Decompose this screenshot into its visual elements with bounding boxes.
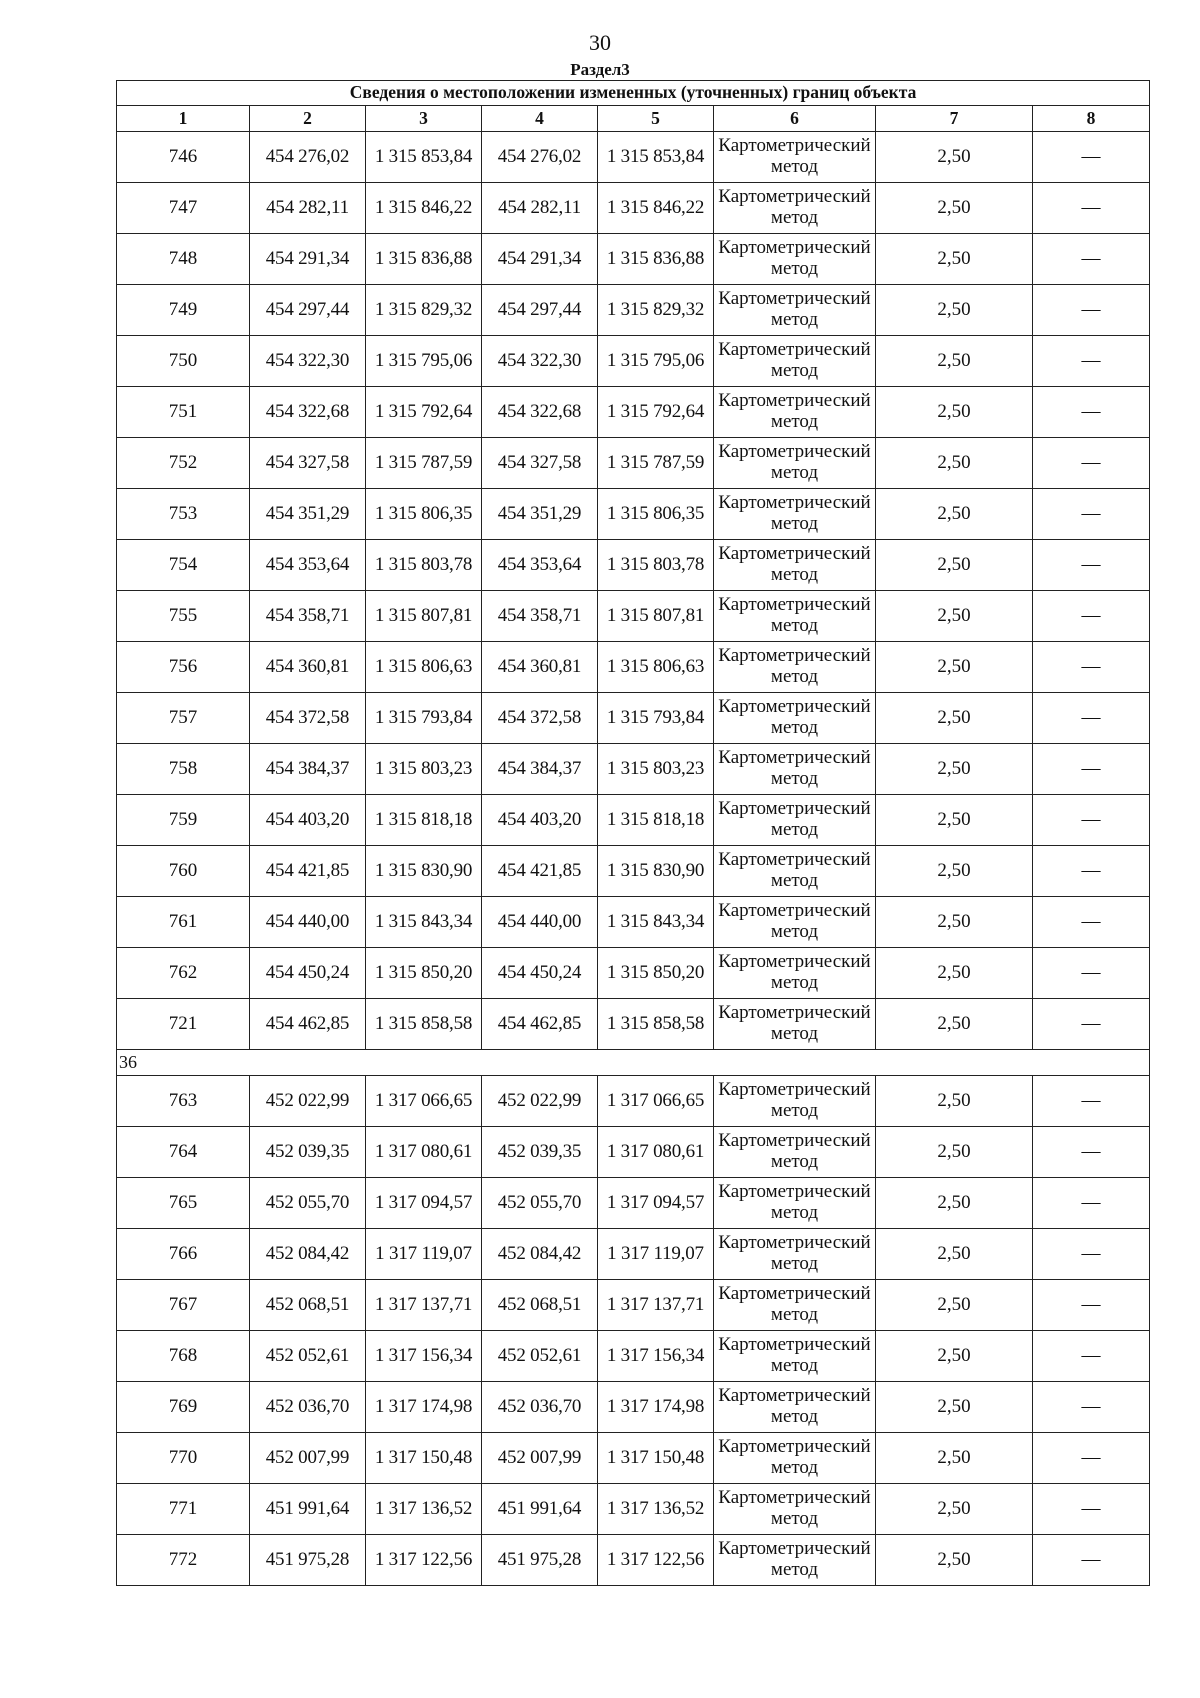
coordinate-cell: 454 358,71 xyxy=(482,591,598,642)
accuracy-cell: 2,50 xyxy=(876,1127,1033,1178)
method-cell: Картометрический метод xyxy=(714,744,876,795)
point-number-cell: 771 xyxy=(117,1484,250,1535)
coordinate-cell: 1 315 829,32 xyxy=(366,285,482,336)
coordinate-cell: 1 315 843,34 xyxy=(598,897,714,948)
coordinate-cell: 454 440,00 xyxy=(482,897,598,948)
method-cell: Картометрический метод xyxy=(714,1484,876,1535)
point-number-cell: 762 xyxy=(117,948,250,999)
coordinate-cell: 454 353,64 xyxy=(482,540,598,591)
coordinate-cell: 454 384,37 xyxy=(482,744,598,795)
page-number: 30 xyxy=(589,30,611,55)
coordinate-cell: 1 315 795,06 xyxy=(366,336,482,387)
point-number-cell: 747 xyxy=(117,183,250,234)
method-cell: Картометрический метод xyxy=(714,1076,876,1127)
description-cell: — xyxy=(1033,1535,1150,1586)
description-cell: — xyxy=(1033,1433,1150,1484)
description-cell: — xyxy=(1033,897,1150,948)
description-cell: — xyxy=(1033,642,1150,693)
method-cell: Картометрический метод xyxy=(714,795,876,846)
point-number-cell: 748 xyxy=(117,234,250,285)
group-label: 36 xyxy=(117,1050,1150,1076)
coordinate-cell: 1 315 853,84 xyxy=(598,132,714,183)
description-cell: — xyxy=(1033,744,1150,795)
table-row xyxy=(117,1382,1150,1433)
table-row xyxy=(117,540,1150,591)
point-number-cell: 763 xyxy=(117,1076,250,1127)
method-cell: Картометрический метод xyxy=(714,1178,876,1229)
coordinate-cell: 1 317 119,07 xyxy=(366,1229,482,1280)
coordinate-cell: 1 315 807,81 xyxy=(598,591,714,642)
column-number: 7 xyxy=(876,106,1033,132)
accuracy-cell: 2,50 xyxy=(876,999,1033,1050)
coordinate-cell: 454 360,81 xyxy=(482,642,598,693)
method-cell: Картометрический метод xyxy=(714,387,876,438)
description-cell: — xyxy=(1033,336,1150,387)
description-cell: — xyxy=(1033,999,1150,1050)
coordinate-cell: 452 084,42 xyxy=(250,1229,366,1280)
coordinate-cell: 1 315 787,59 xyxy=(598,438,714,489)
point-number-cell: 721 xyxy=(117,999,250,1050)
coordinate-cell: 1 315 818,18 xyxy=(598,795,714,846)
coordinate-cell: 1 317 066,65 xyxy=(366,1076,482,1127)
point-number-cell: 772 xyxy=(117,1535,250,1586)
coordinate-cell: 1 315 806,63 xyxy=(598,642,714,693)
coordinate-cell: 1 317 094,57 xyxy=(366,1178,482,1229)
coordinate-cell: 1 315 853,84 xyxy=(366,132,482,183)
coordinate-cell: 454 297,44 xyxy=(250,285,366,336)
method-cell: Картометрический метод xyxy=(714,540,876,591)
coordinate-cell: 1 317 150,48 xyxy=(598,1433,714,1484)
point-number-cell: 746 xyxy=(117,132,250,183)
coordinate-cell: 454 291,34 xyxy=(482,234,598,285)
method-cell: Картометрический метод xyxy=(714,183,876,234)
point-number-cell: 760 xyxy=(117,846,250,897)
method-cell: Картометрический метод xyxy=(714,693,876,744)
coordinate-cell: 454 372,58 xyxy=(250,693,366,744)
coordinate-cell: 452 039,35 xyxy=(482,1127,598,1178)
coordinate-cell: 454 327,58 xyxy=(482,438,598,489)
description-cell: — xyxy=(1033,693,1150,744)
accuracy-cell: 2,50 xyxy=(876,540,1033,591)
table-row xyxy=(117,183,1150,234)
description-cell: — xyxy=(1033,1280,1150,1331)
coordinate-cell: 1 317 137,71 xyxy=(366,1280,482,1331)
coordinate-cell: 1 315 807,81 xyxy=(366,591,482,642)
point-number-cell: 754 xyxy=(117,540,250,591)
coordinate-cell: 1 317 119,07 xyxy=(598,1229,714,1280)
accuracy-cell: 2,50 xyxy=(876,1433,1033,1484)
column-number: 2 xyxy=(250,106,366,132)
coordinate-cell: 1 315 846,22 xyxy=(598,183,714,234)
accuracy-cell: 2,50 xyxy=(876,744,1033,795)
column-number: 6 xyxy=(714,106,876,132)
accuracy-cell: 2,50 xyxy=(876,1229,1033,1280)
coordinate-cell: 1 315 858,58 xyxy=(366,999,482,1050)
coordinate-cell: 1 317 156,34 xyxy=(366,1331,482,1382)
point-number-cell: 758 xyxy=(117,744,250,795)
coordinate-cell: 1 315 850,20 xyxy=(366,948,482,999)
point-number-cell: 769 xyxy=(117,1382,250,1433)
column-number: 5 xyxy=(598,106,714,132)
coordinate-cell: 1 317 122,56 xyxy=(598,1535,714,1586)
coordinate-cell: 452 084,42 xyxy=(482,1229,598,1280)
coordinate-cell: 454 351,29 xyxy=(250,489,366,540)
coordinate-cell: 452 068,51 xyxy=(250,1280,366,1331)
coordinate-cell: 1 315 806,35 xyxy=(366,489,482,540)
accuracy-cell: 2,50 xyxy=(876,489,1033,540)
description-cell: — xyxy=(1033,489,1150,540)
coordinate-cell: 1 315 850,20 xyxy=(598,948,714,999)
coordinate-cell: 1 315 806,35 xyxy=(598,489,714,540)
point-number-cell: 761 xyxy=(117,897,250,948)
coordinate-cell: 454 276,02 xyxy=(250,132,366,183)
description-cell: — xyxy=(1033,591,1150,642)
table-row xyxy=(117,897,1150,948)
coordinate-cell: 454 322,30 xyxy=(482,336,598,387)
accuracy-cell: 2,50 xyxy=(876,693,1033,744)
point-number-cell: 752 xyxy=(117,438,250,489)
point-number-cell: 767 xyxy=(117,1280,250,1331)
coordinate-cell: 452 022,99 xyxy=(482,1076,598,1127)
table-row xyxy=(117,1535,1150,1586)
description-cell: — xyxy=(1033,1331,1150,1382)
method-cell: Картометрический метод xyxy=(714,1433,876,1484)
coordinate-cell: 454 322,68 xyxy=(250,387,366,438)
coordinate-cell: 1 315 787,59 xyxy=(366,438,482,489)
table-caption: Сведения о местоположении измененных (уточненных) границ объекта xyxy=(117,81,1150,106)
coordinate-cell: 1 315 846,22 xyxy=(366,183,482,234)
coordinate-cell: 1 317 136,52 xyxy=(598,1484,714,1535)
method-cell: Картометрический метод xyxy=(714,1331,876,1382)
coordinate-cell: 452 055,70 xyxy=(250,1178,366,1229)
coordinate-cell: 452 022,99 xyxy=(250,1076,366,1127)
table-row xyxy=(117,387,1150,438)
accuracy-cell: 2,50 xyxy=(876,948,1033,999)
table-row xyxy=(117,336,1150,387)
accuracy-cell: 2,50 xyxy=(876,1535,1033,1586)
coordinate-cell: 454 291,34 xyxy=(250,234,366,285)
table-body xyxy=(117,81,1150,1586)
coordinate-cell: 454 322,68 xyxy=(482,387,598,438)
point-number-cell: 753 xyxy=(117,489,250,540)
coordinate-cell: 454 282,11 xyxy=(250,183,366,234)
accuracy-cell: 2,50 xyxy=(876,132,1033,183)
coordinate-cell: 1 315 792,64 xyxy=(598,387,714,438)
coordinate-cell: 1 317 122,56 xyxy=(366,1535,482,1586)
group-label-row xyxy=(117,1050,1150,1076)
coordinate-cell: 1 317 080,61 xyxy=(598,1127,714,1178)
method-cell: Картометрический метод xyxy=(714,1280,876,1331)
method-cell: Картометрический метод xyxy=(714,1535,876,1586)
coordinate-cell: 452 052,61 xyxy=(250,1331,366,1382)
accuracy-cell: 2,50 xyxy=(876,1382,1033,1433)
table-row xyxy=(117,132,1150,183)
description-cell: — xyxy=(1033,540,1150,591)
accuracy-cell: 2,50 xyxy=(876,1331,1033,1382)
method-cell: Картометрический метод xyxy=(714,1229,876,1280)
coordinate-cell: 454 462,85 xyxy=(482,999,598,1050)
coordinate-cell: 1 315 803,23 xyxy=(366,744,482,795)
coordinate-cell: 451 991,64 xyxy=(250,1484,366,1535)
table-row xyxy=(117,999,1150,1050)
column-number-row xyxy=(117,106,1150,132)
accuracy-cell: 2,50 xyxy=(876,285,1033,336)
coordinate-cell: 1 317 156,34 xyxy=(598,1331,714,1382)
method-cell: Картометрический метод xyxy=(714,336,876,387)
description-cell: — xyxy=(1033,183,1150,234)
coordinate-cell: 1 315 803,23 xyxy=(598,744,714,795)
coordinate-cell: 452 007,99 xyxy=(482,1433,598,1484)
accuracy-cell: 2,50 xyxy=(876,897,1033,948)
coordinate-cell: 1 315 829,32 xyxy=(598,285,714,336)
coordinate-cell: 1 315 843,34 xyxy=(366,897,482,948)
table-row xyxy=(117,1076,1150,1127)
coordinate-cell: 454 360,81 xyxy=(250,642,366,693)
description-cell: — xyxy=(1033,438,1150,489)
point-number-cell: 750 xyxy=(117,336,250,387)
table-row xyxy=(117,1331,1150,1382)
coordinate-cell: 454 322,30 xyxy=(250,336,366,387)
coordinate-cell: 454 327,58 xyxy=(250,438,366,489)
table-row xyxy=(117,948,1150,999)
point-number-cell: 755 xyxy=(117,591,250,642)
description-cell: — xyxy=(1033,1076,1150,1127)
coordinate-cell: 451 975,28 xyxy=(250,1535,366,1586)
accuracy-cell: 2,50 xyxy=(876,336,1033,387)
table-row xyxy=(117,693,1150,744)
description-cell: — xyxy=(1033,846,1150,897)
boundary-coordinates-table xyxy=(116,80,1150,1586)
coordinate-cell: 1 317 174,98 xyxy=(598,1382,714,1433)
point-number-cell: 751 xyxy=(117,387,250,438)
point-number-cell: 749 xyxy=(117,285,250,336)
method-cell: Картометрический метод xyxy=(714,234,876,285)
coordinate-cell: 1 315 793,84 xyxy=(598,693,714,744)
accuracy-cell: 2,50 xyxy=(876,387,1033,438)
coordinate-cell: 1 315 858,58 xyxy=(598,999,714,1050)
coordinate-cell: 1 315 836,88 xyxy=(366,234,482,285)
coordinate-cell: 454 372,58 xyxy=(482,693,598,744)
point-number-cell: 764 xyxy=(117,1127,250,1178)
coordinate-cell: 454 351,29 xyxy=(482,489,598,540)
table-row xyxy=(117,642,1150,693)
table-row xyxy=(117,489,1150,540)
accuracy-cell: 2,50 xyxy=(876,438,1033,489)
point-number-cell: 766 xyxy=(117,1229,250,1280)
coordinate-cell: 1 315 836,88 xyxy=(598,234,714,285)
coordinate-cell: 454 450,24 xyxy=(482,948,598,999)
method-cell: Картометрический метод xyxy=(714,999,876,1050)
coordinate-cell: 1 315 830,90 xyxy=(366,846,482,897)
table-caption-row xyxy=(117,81,1150,106)
coordinate-cell: 452 055,70 xyxy=(482,1178,598,1229)
description-cell: — xyxy=(1033,285,1150,336)
table-row xyxy=(117,438,1150,489)
coordinate-cell: 451 975,28 xyxy=(482,1535,598,1586)
table-row xyxy=(117,1178,1150,1229)
coordinate-cell: 1 317 150,48 xyxy=(366,1433,482,1484)
description-cell: — xyxy=(1033,132,1150,183)
description-cell: — xyxy=(1033,795,1150,846)
point-number-cell: 756 xyxy=(117,642,250,693)
description-cell: — xyxy=(1033,234,1150,285)
accuracy-cell: 2,50 xyxy=(876,846,1033,897)
method-cell: Картометрический метод xyxy=(714,285,876,336)
accuracy-cell: 2,50 xyxy=(876,1076,1033,1127)
section-title: Раздел3 xyxy=(570,60,630,79)
accuracy-cell: 2,50 xyxy=(876,234,1033,285)
method-cell: Картометрический метод xyxy=(714,1382,876,1433)
coordinate-cell: 1 317 080,61 xyxy=(366,1127,482,1178)
column-number: 4 xyxy=(482,106,598,132)
table-row xyxy=(117,1127,1150,1178)
coordinate-cell: 452 036,70 xyxy=(482,1382,598,1433)
coordinate-cell: 454 421,85 xyxy=(250,846,366,897)
coordinate-cell: 1 315 795,06 xyxy=(598,336,714,387)
table-row xyxy=(117,1484,1150,1535)
coordinate-cell: 454 440,00 xyxy=(250,897,366,948)
table-row xyxy=(117,1433,1150,1484)
coordinate-cell: 1 315 803,78 xyxy=(598,540,714,591)
description-cell: — xyxy=(1033,387,1150,438)
coordinate-cell: 1 317 094,57 xyxy=(598,1178,714,1229)
description-cell: — xyxy=(1033,1229,1150,1280)
coordinate-cell: 451 991,64 xyxy=(482,1484,598,1535)
method-cell: Картометрический метод xyxy=(714,438,876,489)
coordinate-cell: 1 317 174,98 xyxy=(366,1382,482,1433)
table-row xyxy=(117,234,1150,285)
table-row xyxy=(117,795,1150,846)
coordinate-cell: 1 317 136,52 xyxy=(366,1484,482,1535)
coordinate-cell: 1 315 792,64 xyxy=(366,387,482,438)
column-number: 3 xyxy=(366,106,482,132)
coordinate-cell: 452 007,99 xyxy=(250,1433,366,1484)
coordinate-cell: 452 039,35 xyxy=(250,1127,366,1178)
point-number-cell: 757 xyxy=(117,693,250,744)
coordinate-cell: 454 353,64 xyxy=(250,540,366,591)
table-row xyxy=(117,591,1150,642)
coordinate-cell: 1 317 137,71 xyxy=(598,1280,714,1331)
description-cell: — xyxy=(1033,1484,1150,1535)
method-cell: Картометрический метод xyxy=(714,897,876,948)
coordinate-cell: 454 462,85 xyxy=(250,999,366,1050)
column-number: 8 xyxy=(1033,106,1150,132)
method-cell: Картометрический метод xyxy=(714,948,876,999)
point-number-cell: 768 xyxy=(117,1331,250,1382)
coordinate-cell: 454 421,85 xyxy=(482,846,598,897)
coordinate-cell: 1 315 803,78 xyxy=(366,540,482,591)
accuracy-cell: 2,50 xyxy=(876,1280,1033,1331)
coordinate-cell: 454 384,37 xyxy=(250,744,366,795)
coordinate-cell: 454 403,20 xyxy=(250,795,366,846)
point-number-cell: 765 xyxy=(117,1178,250,1229)
coordinate-cell: 1 315 830,90 xyxy=(598,846,714,897)
accuracy-cell: 2,50 xyxy=(876,1484,1033,1535)
accuracy-cell: 2,50 xyxy=(876,591,1033,642)
method-cell: Картометрический метод xyxy=(714,489,876,540)
method-cell: Картометрический метод xyxy=(714,642,876,693)
coordinate-cell: 454 403,20 xyxy=(482,795,598,846)
coordinate-cell: 452 052,61 xyxy=(482,1331,598,1382)
table-row xyxy=(117,1229,1150,1280)
coordinate-cell: 454 450,24 xyxy=(250,948,366,999)
point-number-cell: 759 xyxy=(117,795,250,846)
coordinate-cell: 1 317 066,65 xyxy=(598,1076,714,1127)
accuracy-cell: 2,50 xyxy=(876,183,1033,234)
column-number: 1 xyxy=(117,106,250,132)
coordinate-cell: 1 315 793,84 xyxy=(366,693,482,744)
table-row xyxy=(117,744,1150,795)
description-cell: — xyxy=(1033,1382,1150,1433)
coordinate-cell: 454 297,44 xyxy=(482,285,598,336)
coordinate-cell: 452 036,70 xyxy=(250,1382,366,1433)
coordinate-cell: 454 282,11 xyxy=(482,183,598,234)
method-cell: Картометрический метод xyxy=(714,591,876,642)
coordinate-cell: 1 315 818,18 xyxy=(366,795,482,846)
accuracy-cell: 2,50 xyxy=(876,642,1033,693)
method-cell: Картометрический метод xyxy=(714,1127,876,1178)
table-row xyxy=(117,846,1150,897)
method-cell: Картометрический метод xyxy=(714,846,876,897)
coordinate-cell: 1 315 806,63 xyxy=(366,642,482,693)
table-row xyxy=(117,285,1150,336)
coordinate-cell: 452 068,51 xyxy=(482,1280,598,1331)
description-cell: — xyxy=(1033,948,1150,999)
method-cell: Картометрический метод xyxy=(714,132,876,183)
coordinate-cell: 454 358,71 xyxy=(250,591,366,642)
accuracy-cell: 2,50 xyxy=(876,795,1033,846)
accuracy-cell: 2,50 xyxy=(876,1178,1033,1229)
coordinate-cell: 454 276,02 xyxy=(482,132,598,183)
description-cell: — xyxy=(1033,1178,1150,1229)
point-number-cell: 770 xyxy=(117,1433,250,1484)
table-row xyxy=(117,1280,1150,1331)
description-cell: — xyxy=(1033,1127,1150,1178)
